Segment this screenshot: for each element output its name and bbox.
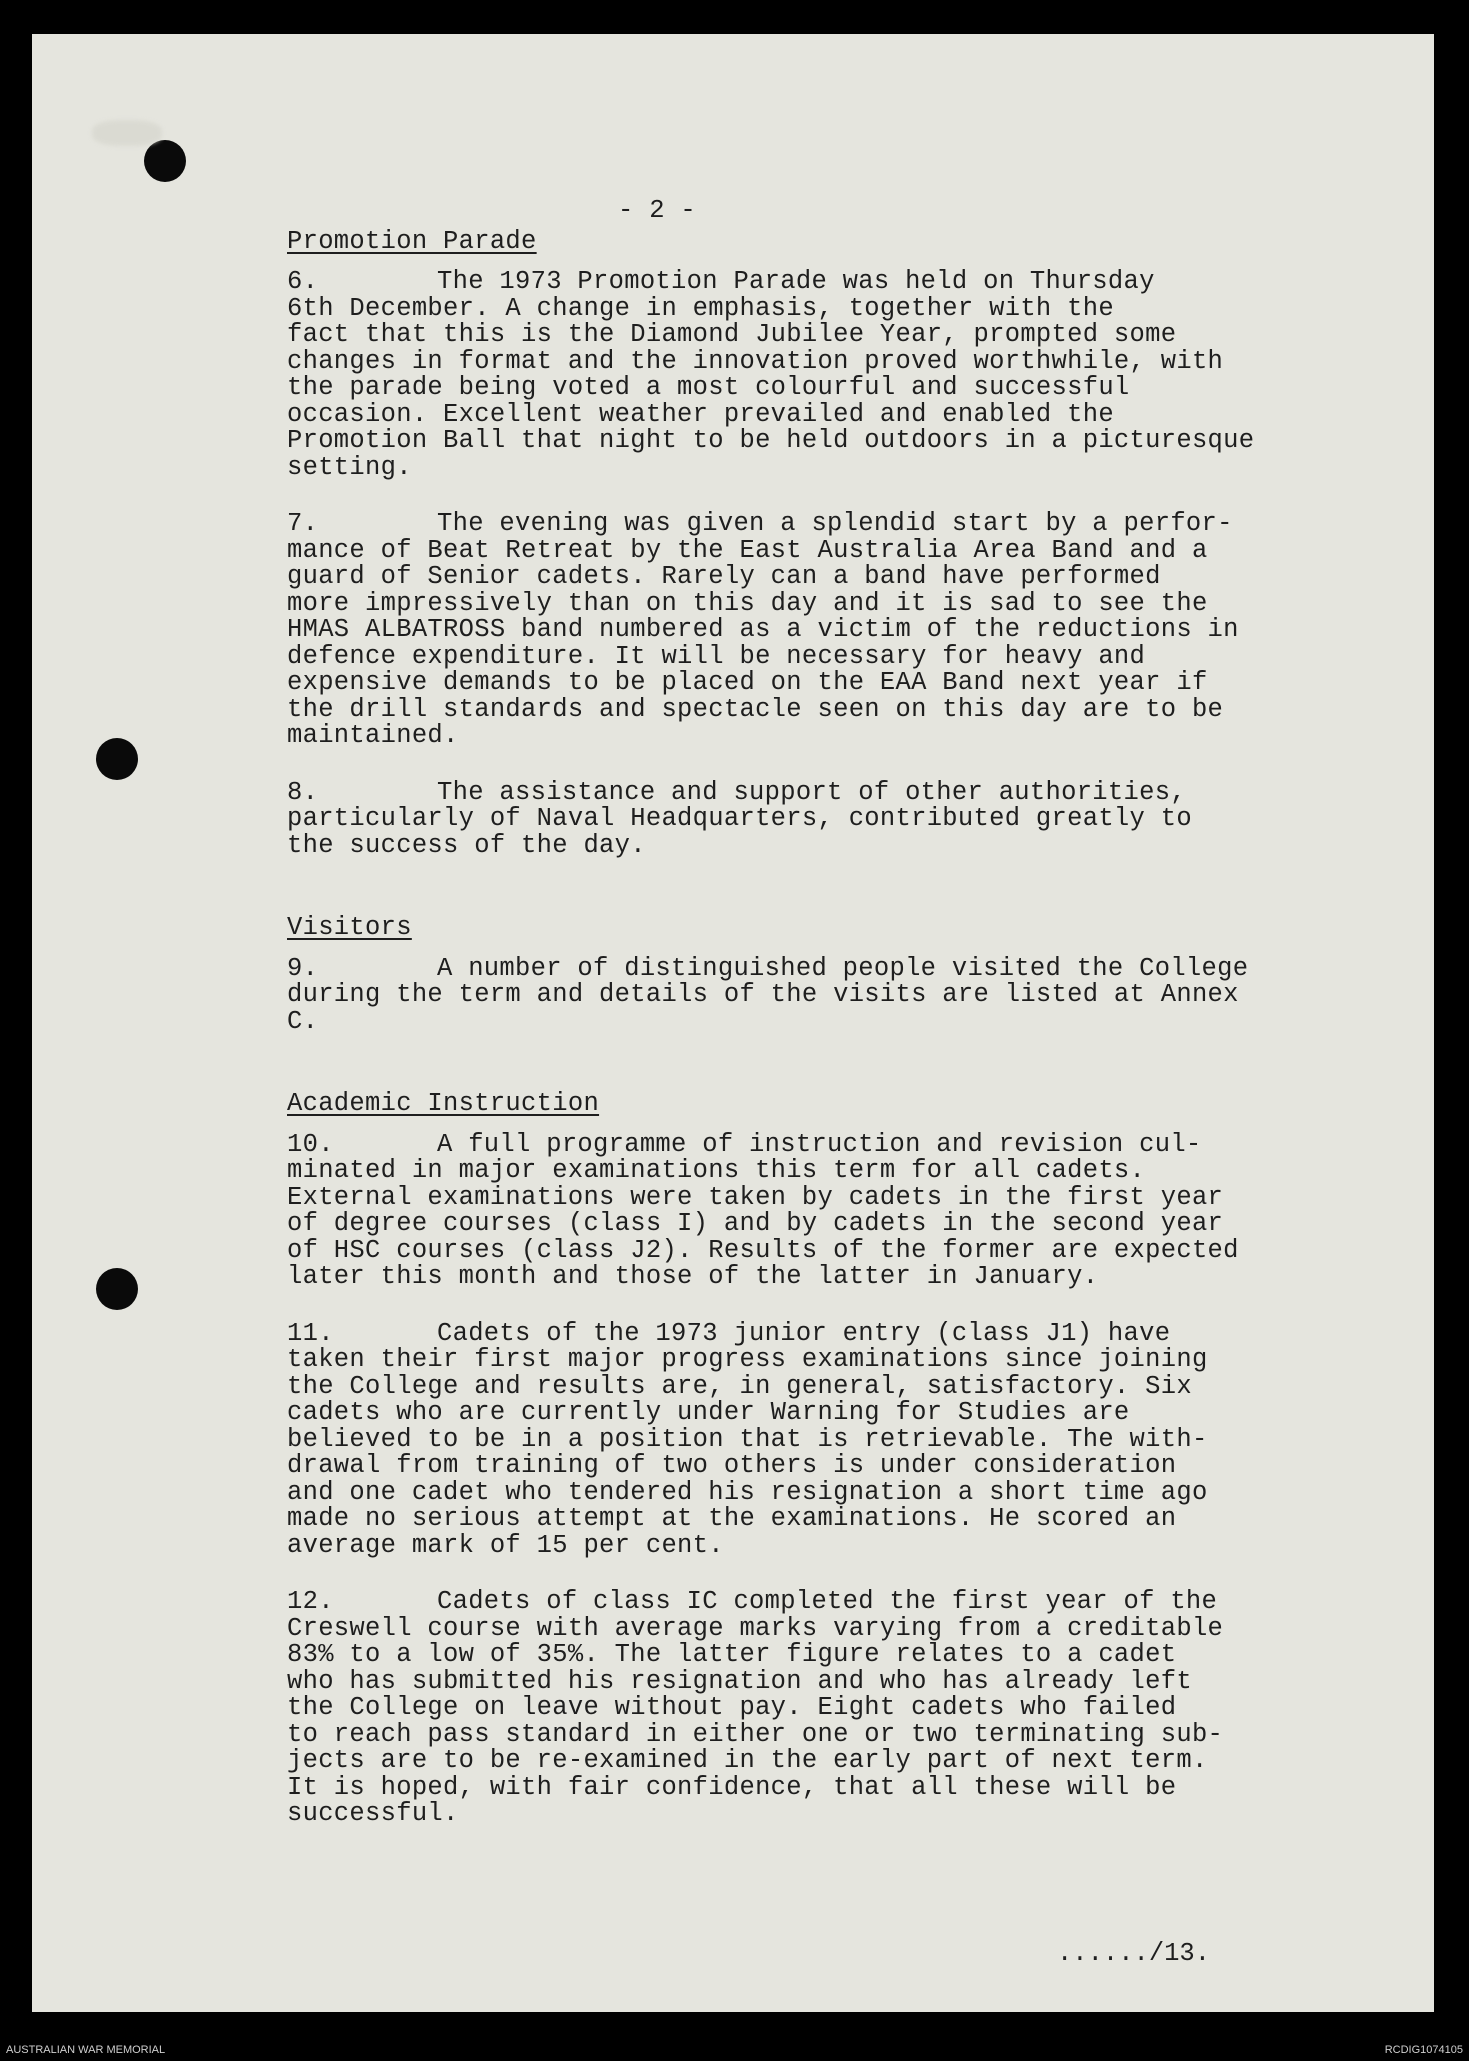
document-page [32,34,1434,2012]
paragraph-text: A full programme of instruction and revision cul- minated in major examinations this term for all cadets. External examinations were taken by cadets in the first year of degree courses (class I) and by cadets in the second year of HSC courses (class J2). Results of the former are expected later this month and those of the latter in January. [287,1129,1239,1291]
continuation-marker: ....../13. [1057,1939,1211,1968]
footer-source: AUSTRALIAN WAR MEMORIAL [6,2044,166,2056]
paragraph-9 [287,953,1347,1036]
section-heading: Academic Instruction [287,1089,600,1118]
typed-text [287,198,1347,1858]
paper-emboss-mark [92,120,162,146]
paragraph-number: 8. [287,777,319,807]
paragraph-number: 7. [287,509,319,538]
paragraph-text: The 1973 Promotion Parade was held on Thursday 6th December. A change in emphasis, together with the fact that this is the Diamond Jubilee Year, prompted some changes in format and the innovation proved worthwhile, with the parade being voted a most colourful and successful occasion. Excellent weather prevailed and enabled the Promotion Ball that night to be held outdoors in a picturesque setting. [287,267,1255,482]
footer-id: RCDIG1074105 [1384,2044,1463,2056]
paragraph-number: 12. [287,1587,334,1616]
paragraph-number: 10. [287,1129,334,1159]
paragraph-12 [287,1589,1347,1828]
paragraph-7 [287,511,1347,750]
paragraph-text: The assistance and support of other authorities, particularly of Naval Headquarters, contributed greatly to the success of the day. [287,777,1192,860]
punch-hole [96,738,138,780]
paragraph-number: 11. [287,1318,334,1348]
page-number: - 2 - [617,196,696,225]
section-heading: Visitors [287,913,412,942]
punch-hole [96,1268,138,1310]
paragraph-number: 9. [287,953,319,983]
paragraph-number: 6. [287,267,319,296]
paragraph-text: Cadets of the 1973 junior entry (class J1) have taken their first major progress examinations since joining the College and results are, in general, satisfactory. Six cadets who are currently under Warning for Studies are believed to be in a position that is retrievable. The with- drawal from training of two others is under consideration and one cadet who tendered his resignation a short time ago made no serious attempt at the examinations. He scored an average mark of 15 per cent. [287,1318,1208,1560]
paragraph-6 [287,269,1347,481]
section-visitors [287,889,1347,1035]
section-heading: Promotion Parade [287,226,537,256]
paragraph-11 [287,1318,1347,1560]
paragraph-8 [287,777,1347,860]
paragraph-text: Cadets of class IC completed the first year of the Creswell course with average marks varying from a creditable 83% to a low of 35%. The latter figure relates to a cadet who has submitted his resignation and who has already left the College on leave without pay. Eight cadets who failed to reach pass standard in either one or two terminating sub- jects are to be re-examined in the early part of next term. It is hoped, with fair confidence, that all these will be successful. [287,1587,1224,1828]
paragraph-10 [287,1129,1347,1291]
section-promotion-parade [287,226,1347,860]
paragraph-text: A number of distinguished people visited the College during the term and details of the visits are listed at Annex C. [287,953,1249,1036]
punch-hole [144,140,186,182]
section-academic-instruction [287,1065,1347,1828]
paragraph-text: The evening was given a splendid start by a perfor- mance of Beat Retreat by the East Australia Area Band and a guard of Senior cadets. Rarely can a band have performed more impressively than on this day and it is sad to see the HMAS ALBATROSS band numbered as a victim of the reductions in defence expenditure. It will be necessary for heavy and expensive demands to be placed on the EAA Band next year if the drill standards and spectacle seen on this day are to be maintained. [287,509,1239,750]
